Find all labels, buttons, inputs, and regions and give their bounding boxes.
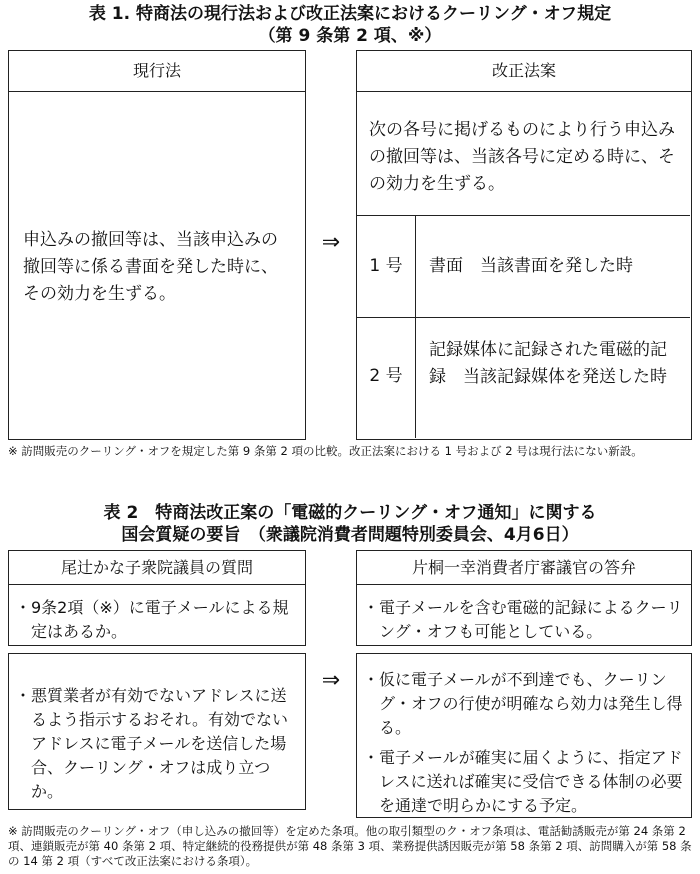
table2-question-header: 尾辻かな子衆院議員の質問: [9, 551, 305, 585]
table2-note: ※ 訪問販売のクーリング・オフ（申し込みの撤回等）を定めた条項。他の取引類型のク・オフ条項は、電話勧誘販売が第 24 条第 2 項、連鎖販売が第 40 条第 2 項、特定継続的役務提供が第 48 条第 3 項、業務提供誘因販売が第 58 条第 2 項、訪問購入が第 58 条の 14 第 2 項（すべて改正法案における条項）。: [8, 824, 692, 868]
table1-current-law-header: 現行法: [9, 51, 305, 92]
bullet: ・: [363, 748, 380, 767]
table1-row1-number: 1 号: [369, 256, 403, 276]
table2-question-item-2-text: 悪質業者が有効でないアドレスに送るよう指示するおそれ。有効でないアドレスに電子メールを送信した場合、クーリング・オフは成り立つか。: [31, 686, 288, 801]
table1-amendment-header: 改正法案: [357, 51, 691, 92]
bullet: ・: [363, 598, 380, 617]
table1-divider-1: [357, 215, 690, 216]
table1-current-law-text: 申込みの撤回等は、当該申込みの撤回等に係る書面を発した時に、その効力を生ずる。: [23, 230, 278, 304]
table1-divider-2: [357, 317, 690, 318]
table1-row1-text: 書面 当該書面を発した時: [429, 256, 633, 276]
table1-note: ※ 訪問販売のクーリング・オフを規定した第 9 条第 2 項の比較。改正法案における 1 号および 2 号は現行法にない新設。: [8, 444, 643, 458]
table2-question-item-2: [15, 684, 299, 804]
table2-answer-box-2: [356, 653, 692, 818]
table1-title-line1: 表 1. 特商法の現行法および改正法案におけるクーリング・オフ規定: [88, 4, 612, 24]
table1-title: [0, 3, 700, 47]
table1-amendment-intro: 次の各号に掲げるものにより行う申込みの撤回等は、当該各号に定める時に、その効力を生ずる。: [369, 120, 675, 194]
bullet: ・: [363, 670, 380, 689]
table1-amendment-box: [356, 50, 692, 440]
table2-title-line2: 国会質疑の要旨 （衆議院消費者問題特別委員会、4月6日）: [121, 525, 579, 545]
table2-answer-item-2: [363, 668, 685, 740]
table1-arrow: ⇒: [321, 230, 341, 255]
table2-answer-box-1: [356, 550, 692, 646]
table2-title: [0, 502, 700, 546]
bullet: ・: [15, 686, 32, 705]
table2-answer-item-3: [363, 746, 685, 818]
table2-question-item-1-text: 9条2項（※）に電子メールによる規定はあるか。: [31, 598, 289, 641]
table1-row2-text: 記録媒体に記録された電磁的記録 当該記録媒体を発送した時: [429, 340, 667, 387]
table1-column-divider: [415, 215, 416, 438]
table2-answer-item-3-text: 電子メールが確実に届くように、指定アドレスに送れば確実に受信できる体制の必要を通達で明らかにする予定。: [379, 748, 683, 815]
table2-answer-item-2-text: 仮に電子メールが不到達でも、クーリング・オフの行使が明確なら効力は発生し得る。: [379, 670, 683, 737]
table2-answer-header: 片桐一幸消費者庁審議官の答弁: [357, 551, 691, 585]
table2-question-item-1: [15, 596, 299, 644]
table2-question-box-1: [8, 550, 306, 646]
table2-title-line1: 表 2 特商法改正案の「電磁的クーリング・オフ通知」に関する: [103, 503, 597, 523]
table2-question-box-2: [8, 653, 306, 810]
table2-answer-item-1-text: 電子メールを含む電磁的記録によるクーリング・オフも可能としている。: [379, 598, 683, 641]
bullet: ・: [15, 598, 32, 617]
table2-arrow: ⇒: [321, 668, 341, 693]
table1-current-law-box: [8, 50, 306, 440]
table1-title-line2: （第 9 条第 2 項、※）: [258, 26, 442, 46]
table1-row2-number: 2 号: [369, 366, 403, 386]
table2-answer-item-1: [363, 596, 685, 644]
